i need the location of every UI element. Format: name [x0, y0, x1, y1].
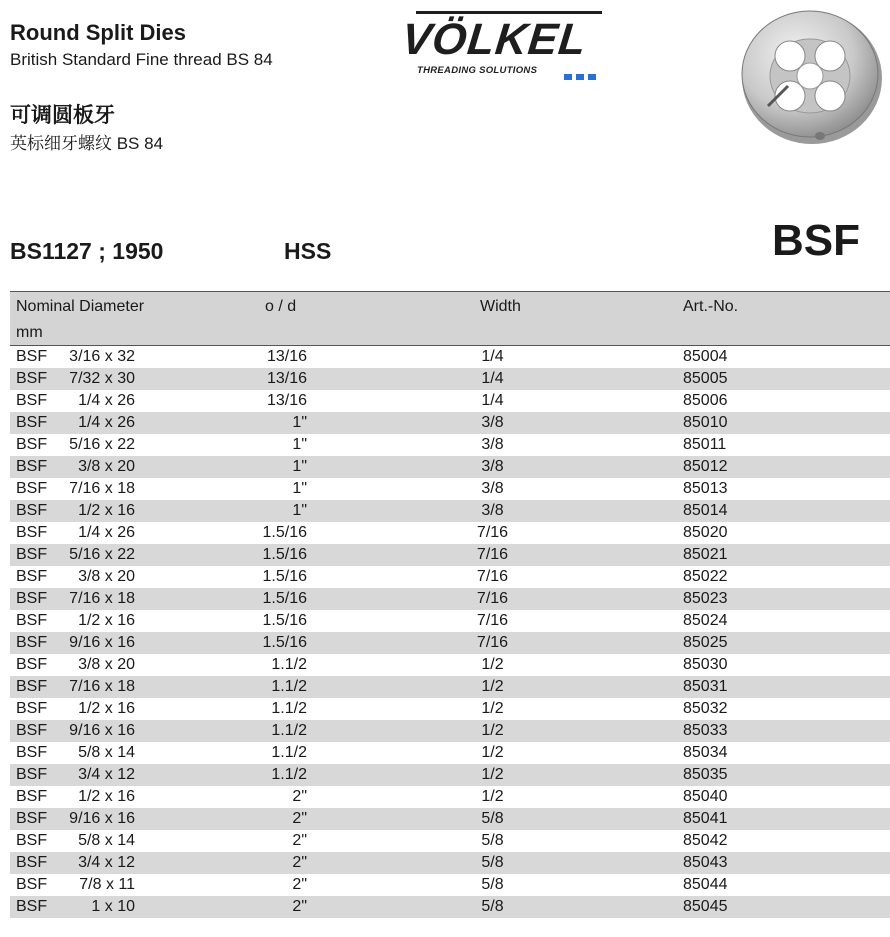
logo-bar [416, 11, 602, 14]
header-outer-diameter: o / d [265, 298, 297, 315]
table-row [10, 390, 890, 412]
cell-nominal-size: 1/4 x 26 [78, 414, 135, 431]
table-row [10, 522, 890, 544]
cell-article-number: 85011 [683, 436, 727, 453]
cell-width: 1/2 [481, 722, 504, 739]
cell-prefix: BSF [16, 458, 48, 475]
cell-prefix: BSF [16, 678, 48, 695]
table-row [10, 852, 890, 874]
cell-prefix: BSF [16, 546, 48, 563]
cell-nominal-size: 3/8 x 20 [78, 458, 135, 475]
cell-nominal-size: 7/32 x 30 [69, 370, 135, 387]
cell-nominal-size: 7/16 x 18 [69, 480, 135, 497]
cell-article-number: 85041 [683, 810, 728, 827]
cell-nominal-size: 3/8 x 20 [78, 656, 135, 673]
cell-article-number: 85005 [683, 370, 728, 387]
page-title: Round Split Dies [10, 20, 186, 45]
cell-article-number: 85043 [683, 854, 728, 871]
cell-outer-diameter: 13/16 [266, 348, 307, 365]
cell-width: 7/16 [476, 612, 509, 629]
cell-outer-diameter: 2" [292, 854, 307, 871]
cell-article-number: 85025 [683, 634, 728, 651]
cell-outer-diameter: 1.1/2 [271, 744, 307, 761]
table-row [10, 368, 890, 390]
page-subtitle-chinese: 英标细牙螺纹 BS 84 [10, 134, 164, 153]
cell-width: 5/8 [481, 832, 504, 849]
cell-outer-diameter: 1.5/16 [262, 568, 307, 585]
table-row [10, 786, 890, 808]
cell-article-number: 85030 [683, 656, 728, 673]
volkel-logo [400, 8, 608, 78]
cell-width: 3/8 [481, 436, 504, 453]
cell-article-number: 85024 [683, 612, 728, 629]
cell-nominal-size: 3/4 x 12 [78, 766, 135, 783]
logo-dots [564, 67, 600, 85]
cell-article-number: 85034 [683, 744, 728, 761]
cell-width: 5/8 [481, 854, 504, 871]
cell-outer-diameter: 2" [292, 788, 307, 805]
cell-article-number: 85023 [683, 590, 728, 607]
cell-width: 1/2 [481, 700, 504, 717]
cell-prefix: BSF [16, 656, 48, 673]
cell-prefix: BSF [16, 898, 48, 915]
table-row [10, 632, 890, 654]
table-row [10, 500, 890, 522]
cell-outer-diameter: 1.1/2 [271, 700, 307, 717]
round-die-image [738, 6, 882, 150]
cell-prefix: BSF [16, 612, 48, 629]
cell-outer-diameter: 1.1/2 [271, 722, 307, 739]
cell-width: 7/16 [476, 546, 509, 563]
table-row [10, 456, 890, 478]
cell-nominal-size: 3/8 x 20 [78, 568, 135, 585]
cell-nominal-size: 1 x 10 [91, 898, 135, 915]
cell-outer-diameter: 2" [292, 898, 307, 915]
cell-outer-diameter: 1.5/16 [262, 612, 307, 629]
cell-article-number: 85032 [683, 700, 728, 717]
cell-nominal-size: 7/16 x 18 [69, 678, 135, 695]
cell-outer-diameter: 1.1/2 [271, 678, 307, 695]
table-row [10, 698, 890, 720]
cell-nominal-size: 3/4 x 12 [78, 854, 135, 871]
cell-nominal-size: 1/2 x 16 [78, 700, 135, 717]
logo-wordmark: VÖLKEL [399, 15, 590, 64]
cell-width: 5/8 [481, 876, 504, 893]
header-unit: mm [16, 324, 43, 341]
cell-width: 7/16 [476, 568, 509, 585]
cell-outer-diameter: 2" [292, 810, 307, 827]
cell-prefix: BSF [16, 524, 48, 541]
cell-prefix: BSF [16, 700, 48, 717]
cell-nominal-size: 9/16 x 16 [69, 634, 135, 651]
thread-code: BSF [772, 216, 860, 265]
cell-nominal-size: 1/4 x 26 [78, 392, 135, 409]
table-row [10, 764, 890, 786]
cell-article-number: 85042 [683, 832, 728, 849]
table-row [10, 676, 890, 698]
cell-article-number: 85022 [683, 568, 728, 585]
cell-outer-diameter: 2" [292, 876, 307, 893]
table-row [10, 412, 890, 434]
table-row [10, 346, 890, 368]
cell-article-number: 85010 [683, 414, 728, 431]
cell-article-number: 85004 [683, 348, 728, 365]
cell-nominal-size: 5/8 x 14 [78, 744, 135, 761]
cell-outer-diameter: 1" [292, 458, 307, 475]
cell-width: 1/2 [481, 744, 504, 761]
cell-nominal-size: 1/4 x 26 [78, 524, 135, 541]
table-row [10, 742, 890, 764]
cell-nominal-size: 7/16 x 18 [69, 590, 135, 607]
page-title-chinese: 可调圆板牙 [10, 104, 115, 127]
page-subtitle: British Standard Fine thread BS 84 [10, 50, 273, 69]
cell-width: 1/4 [481, 348, 504, 365]
cell-prefix: BSF [16, 348, 48, 365]
cell-width: 3/8 [481, 480, 504, 497]
cell-outer-diameter: 13/16 [266, 392, 307, 409]
table-header [10, 291, 890, 346]
cell-outer-diameter: 1" [292, 480, 307, 497]
cell-nominal-size: 7/8 x 11 [79, 876, 135, 893]
cell-width: 1/2 [481, 678, 504, 695]
header-nominal-diameter: Nominal Diameter [16, 298, 145, 315]
cell-outer-diameter: 1" [292, 414, 307, 431]
cell-prefix: BSF [16, 788, 48, 805]
header-article-number: Art.-No. [683, 298, 739, 315]
cell-nominal-size: 1/2 x 16 [78, 502, 135, 519]
cell-prefix: BSF [16, 392, 48, 409]
cell-prefix: BSF [16, 414, 48, 431]
cell-prefix: BSF [16, 436, 48, 453]
cell-outer-diameter: 1" [292, 502, 307, 519]
cell-outer-diameter: 1.5/16 [262, 524, 307, 541]
cell-width: 3/8 [481, 458, 504, 475]
cell-width: 7/16 [476, 634, 509, 651]
cell-prefix: BSF [16, 634, 48, 651]
table-row [10, 720, 890, 742]
table-row [10, 830, 890, 852]
cell-outer-diameter: 1.5/16 [262, 590, 307, 607]
table-row [10, 588, 890, 610]
cell-width: 1/2 [481, 788, 504, 805]
cell-nominal-size: 9/16 x 16 [69, 722, 135, 739]
cell-article-number: 85035 [683, 766, 728, 783]
cell-prefix: BSF [16, 480, 48, 497]
table-row [10, 478, 890, 500]
cell-article-number: 85012 [683, 458, 728, 475]
cell-prefix: BSF [16, 876, 48, 893]
cell-outer-diameter: 1.5/16 [262, 634, 307, 651]
header-width: Width [480, 298, 521, 315]
cell-width: 1/4 [481, 370, 504, 387]
table-row [10, 654, 890, 676]
table-row [10, 610, 890, 632]
cell-article-number: 85014 [683, 502, 728, 519]
cell-article-number: 85013 [683, 480, 728, 497]
cell-article-number: 85006 [683, 392, 728, 409]
table-row [10, 874, 890, 896]
cell-article-number: 85031 [683, 678, 728, 695]
cell-nominal-size: 1/2 x 16 [78, 612, 135, 629]
cell-outer-diameter: 2" [292, 832, 307, 849]
cell-width: 7/16 [476, 590, 509, 607]
material-label: HSS [284, 238, 332, 264]
table-body [10, 346, 890, 918]
cell-article-number: 85033 [683, 722, 728, 739]
table-row [10, 808, 890, 830]
cell-width: 3/8 [481, 502, 504, 519]
cell-prefix: BSF [16, 722, 48, 739]
cell-width: 1/2 [481, 766, 504, 783]
cell-outer-diameter: 1.5/16 [262, 546, 307, 563]
cell-nominal-size: 3/16 x 32 [69, 348, 135, 365]
cell-prefix: BSF [16, 766, 48, 783]
cell-nominal-size: 5/16 x 22 [69, 436, 135, 453]
table-row [10, 896, 890, 918]
cell-prefix: BSF [16, 370, 48, 387]
cell-prefix: BSF [16, 854, 48, 871]
cell-prefix: BSF [16, 832, 48, 849]
cell-width: 3/8 [481, 414, 504, 431]
cell-outer-diameter: 1.1/2 [271, 766, 307, 783]
cell-width: 7/16 [476, 524, 509, 541]
cell-outer-diameter: 13/16 [266, 370, 307, 387]
cell-nominal-size: 9/16 x 16 [69, 810, 135, 827]
cell-nominal-size: 5/16 x 22 [69, 546, 135, 563]
cell-prefix: BSF [16, 568, 48, 585]
cell-article-number: 85020 [683, 524, 728, 541]
standard-label: BS1127 ; 1950 [10, 238, 164, 264]
dies-table [10, 291, 890, 918]
cell-nominal-size: 5/8 x 14 [78, 832, 135, 849]
cell-prefix: BSF [16, 810, 48, 827]
table-row [10, 566, 890, 588]
cell-prefix: BSF [16, 590, 48, 607]
cell-article-number: 85040 [683, 788, 728, 805]
cell-outer-diameter: 1" [292, 436, 307, 453]
cell-width: 1/2 [481, 656, 504, 673]
cell-width: 5/8 [481, 810, 504, 827]
table-row [10, 544, 890, 566]
table-row [10, 434, 890, 456]
cell-prefix: BSF [16, 744, 48, 761]
cell-width: 1/4 [481, 392, 504, 409]
cell-nominal-size: 1/2 x 16 [78, 788, 135, 805]
logo-tagline: THREADING SOLUTIONS [417, 65, 538, 76]
cell-article-number: 85021 [683, 546, 728, 563]
cell-width: 5/8 [481, 898, 504, 915]
cell-outer-diameter: 1.1/2 [271, 656, 307, 673]
cell-article-number: 85044 [683, 876, 728, 893]
cell-article-number: 85045 [683, 898, 728, 915]
cell-prefix: BSF [16, 502, 48, 519]
